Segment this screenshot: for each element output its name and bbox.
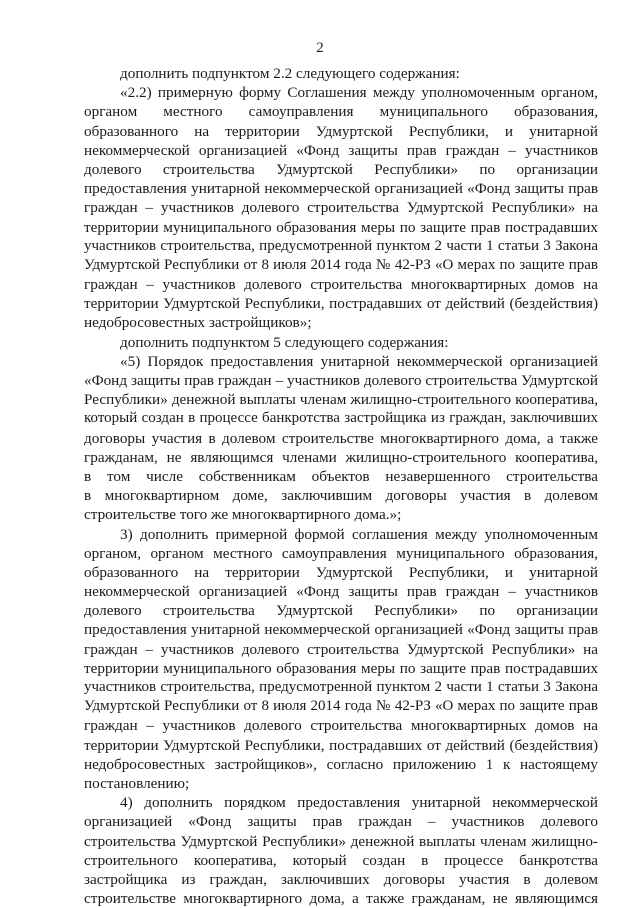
text-line: некоммерческой организацией «Фонд защиты прав граждан – участников: [84, 583, 598, 601]
text-line: органом, органом местного самоуправления муниципального образования,: [84, 544, 598, 562]
text-line: «Фонд защиты прав граждан – участников долевого строительства Удмуртской: [84, 372, 598, 389]
text-line: 3) дополнить примерной формой соглашения между уполномоченным: [120, 525, 598, 543]
text-line: дополнить подпунктом 2.2 следующего содержания:: [120, 65, 460, 82]
text-line: договоры участия в долевом строительстве многоквартирного дома, а также: [84, 429, 598, 447]
text-line: предоставления унитарной некоммерческой организацией «Фонд защиты прав: [84, 621, 598, 639]
text-line: гражданам, не являющимся членами жилищно-строительного кооператива,: [84, 448, 598, 466]
text-line: участников строительства, предусмотренной пунктом 2 части 1 статьи 3 Закона: [84, 679, 598, 695]
text-line: территории муниципального образования меры по защите прав пострадавших: [84, 659, 598, 677]
text-line: в том числе собственникам объектов незавершенного строительства: [84, 467, 598, 485]
text-line: граждан – участников долевого строительства многоквартирных домов на: [84, 717, 598, 735]
text-line: территории муниципального образования меры по защите прав пострадавших: [84, 218, 598, 236]
text-line: Удмуртской Республики от 8 июля 2014 года № 42-РЗ «О мерах по защите прав: [84, 698, 598, 715]
text-line: образованного на территории Удмуртской Республики, и унитарной: [84, 563, 598, 581]
text-line: недобросовестных застройщиков»;: [84, 314, 312, 332]
text-line: образованного на территории Удмуртской Республики, и унитарной: [84, 122, 598, 140]
text-line: Республики» денежной выплаты членам жилищно-строительного кооператива,: [84, 391, 598, 409]
text-line: постановлению;: [84, 774, 190, 792]
text-line: «2.2) примерную форму Соглашения между уполномоченным органом,: [120, 84, 598, 102]
text-line: организацией «Фонд защиты прав граждан – участников долевого: [84, 813, 598, 831]
text-line: в многоквартирном доме, заключившим договоры участия в долевом: [84, 487, 598, 505]
text-line: который создан в процессе банкротства застройщика из граждан, заключивших: [84, 410, 598, 427]
text-line: органом местного самоуправления муниципального образования,: [84, 103, 598, 121]
text-line: Удмуртской Республики от 8 июля 2014 года № 42-РЗ «О мерах по защите прав: [84, 256, 598, 273]
text-line: граждан – участников долевого строительства многоквартирных домов на: [84, 276, 598, 294]
page-number: 2: [316, 40, 324, 56]
text-line: недобросовестных застройщиков», согласно приложению 1 к настоящему: [84, 755, 598, 773]
document-body: [84, 64, 598, 908]
text-line: предоставления унитарной некоммерческой организацией «Фонд защиты прав: [84, 180, 598, 198]
text-line: долевого строительства Удмуртской Республики» по организации: [84, 602, 598, 620]
text-line: территории Удмуртской Республики, пострадавших от действий (бездействия): [84, 295, 598, 313]
text-line: долевого строительства Удмуртской Республики» по организации: [84, 160, 598, 178]
text-line: граждан – участников долевого строительства Удмуртской Республики» на: [84, 640, 598, 658]
text-line: строительного кооператива, который создан в процессе банкротства: [84, 851, 598, 869]
text-line: строительстве того же многоквартирного дома.»;: [84, 506, 402, 524]
text-line: граждан – участников долевого строительства Удмуртской Республики» на: [84, 199, 598, 217]
text-line: участников строительства, предусмотренной пунктом 2 части 1 статьи 3 Закона: [84, 237, 598, 254]
text-line: некоммерческой организацией «Фонд защиты прав граждан – участников: [84, 141, 598, 159]
text-line: 4) дополнить порядком предоставления унитарной некоммерческой: [120, 794, 598, 812]
text-line: застройщика из граждан, заключивших договоры участия в долевом: [84, 870, 598, 888]
text-line: строительстве многоквартирного дома, а также гражданам, не являющимся: [84, 890, 598, 908]
text-line: дополнить подпунктом 5 следующего содержания:: [120, 333, 449, 351]
text-line: строительства Удмуртской Республики» денежной выплаты членам жилищно-: [84, 832, 598, 850]
text-line: «5) Порядок предоставления унитарной некоммерческой организацией: [120, 352, 598, 370]
text-line: территории Удмуртской Республики, пострадавших от действий (бездействия): [84, 736, 598, 754]
